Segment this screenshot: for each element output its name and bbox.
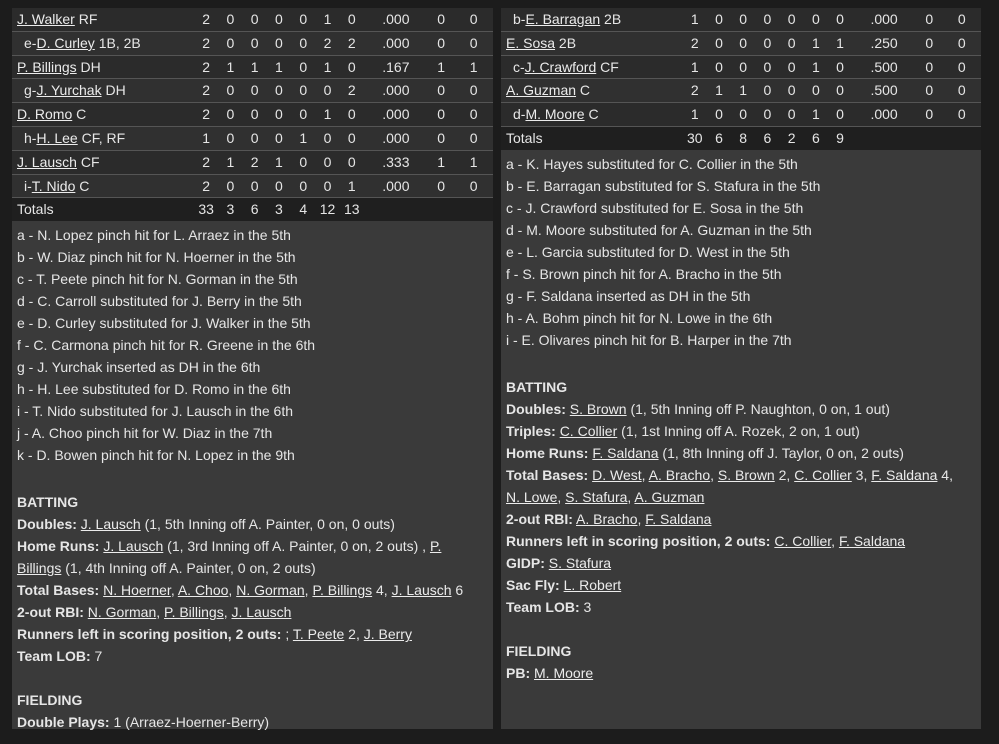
stat-cell: 0 [428,8,454,31]
two-out-rbi-line: 2-out RBI: A. Bracho, F. Saldana [506,510,712,527]
stat-cell: 0 [454,174,493,198]
stat-cell: 0 [315,126,339,150]
stat-cell: 0 [731,55,755,79]
player-row [12,126,493,150]
batting-section [501,376,981,684]
stat-cell: 0 [731,103,755,127]
player-link[interactable]: Billings [17,560,62,577]
home-team-panel [501,8,981,729]
player-row [501,55,981,79]
batting-box-table [501,8,981,150]
sub-prefix: c- [513,58,525,75]
stat-cell: 0 [942,31,981,55]
stat-cell: 0 [291,31,315,55]
doubles-line: Doubles: S. Brown (1, 5th Inning off P. Naughton, 0 on, 1 out) [506,400,890,417]
stat-cell: 0 [828,55,852,79]
note-line: b - E. Barragan substituted for S. Stafura in the 5th [506,177,821,194]
player-row [501,8,981,31]
stat-cell: 6 [707,126,731,149]
stat-cell: .000 [852,8,916,31]
player-row [501,31,981,55]
stat-cell: .333 [364,150,428,174]
stat-cell: 13 [340,198,364,221]
stat-cell: 0 [218,126,242,150]
player-cell [12,103,194,127]
gidp-line: GIDP: S. Stafura [506,554,612,571]
position: CF [76,153,100,170]
player-link[interactable]: S. Brown [569,400,627,417]
player-cell [12,150,194,174]
player-cell [12,31,194,55]
doubles-line: Doubles: J. Lausch (1, 5th Inning off A. Painter, 0 on, 0 outs) [17,516,395,533]
player-link[interactable]: P. Billings [312,582,373,599]
player-link[interactable]: N. Gorman [236,582,305,599]
risp-line: Runners left in scoring position, 2 outs: ; T. Peete 2, J. Berry [17,626,412,643]
stat-cell: 0 [780,31,804,55]
player-link[interactable]: S. Stafura [565,488,628,505]
stat-cell: 0 [828,103,852,127]
fielding-header: FIELDING [506,642,572,659]
stat-cell: 1 [340,174,364,198]
position: C [576,82,591,99]
sub-prefix: b- [513,11,526,27]
stat-cell: 0 [707,31,731,55]
home-runs-line: Home Runs: J. Lausch (1, 3rd Inning off A. Painter, 0 on, 2 outs) , P. [17,538,442,555]
stat-cell: 2 [194,8,218,31]
stat-cell: 1 [683,8,707,31]
stat-cell: .000 [364,126,428,150]
stat-cell: 0 [804,8,828,31]
stat-cell: 1 [194,126,218,150]
stat-cell: 1 [428,55,454,79]
position: C [75,177,90,194]
stat-cell: 2 [194,103,218,127]
stat-cell: 0 [942,79,981,103]
stat-cell: 2 [315,31,339,55]
stat-cell: 0 [731,8,755,31]
note-line: h - H. Lee substituted for D. Romo in the 6th [17,381,291,398]
stat-cell: .500 [852,79,916,103]
player-link[interactable]: P. Billings [164,604,224,621]
stat-cell: 0 [755,79,779,103]
stat-cell [852,126,916,149]
stat-cell: 0 [828,79,852,103]
stat-cell: 0 [454,126,493,150]
player-link[interactable]: A. Guzman [506,82,577,99]
stat-cell: .000 [364,31,428,55]
stat-cell: 33 [194,198,218,221]
player-link[interactable]: L. Robert [563,576,622,593]
stat-cell: 0 [267,8,291,31]
player-link[interactable]: D. Curley [36,34,95,51]
stat-cell: 0 [780,8,804,31]
player-link[interactable]: E. Barragan [525,11,601,27]
stat-cell: 1 [315,103,339,127]
note-line: d - C. Carroll substituted for J. Berry in the 5th [17,293,302,310]
stat-cell: 2 [780,126,804,149]
stat-cell: .000 [364,174,428,198]
stat-cell: 0 [916,31,942,55]
stat-cell: 6 [755,126,779,149]
player-row [12,174,493,198]
player-link[interactable]: P. Billings [17,58,77,75]
stat-cell: 2 [194,174,218,198]
note-line: i - E. Olivares pinch hit for B. Harper in the 7th [506,331,792,348]
stat-cell: 2 [243,150,267,174]
position: 1B, 2B [94,34,141,51]
batting-header: BATTING [506,378,568,395]
stat-cell [916,126,942,149]
stat-cell: 6 [804,126,828,149]
position: DH [76,58,101,75]
player-link[interactable]: J. Berry [363,626,412,643]
player-link[interactable]: J. Lausch [80,516,141,533]
total-bases-line-cont: N. Lowe, S. Stafura, A. Guzman [506,488,705,505]
player-link[interactable]: P. [429,538,442,555]
sac-fly-line: Sac Fly: L. Robert [506,576,622,593]
stat-cell: 2 [194,55,218,79]
note-line: f - C. Carmona pinch hit for R. Greene in the 6th [17,337,316,354]
player-link[interactable]: A. Bracho [576,510,638,527]
stat-cell: .000 [364,103,428,127]
player-link[interactable]: S. Stafura [548,554,612,571]
stat-cell: 0 [291,55,315,79]
sub-prefix: h- [24,129,37,146]
player-link[interactable]: N. Hoerner [103,582,171,599]
sub-prefix: g- [24,82,37,99]
stat-cell: 30 [683,126,707,149]
total-bases-line: Total Bases: N. Hoerner, A. Choo, N. Gorman, P. Billings 4, J. Lausch 6 [17,582,464,599]
stat-cell: 0 [218,79,242,103]
note-line: k - D. Bowen pinch hit for N. Lopez in the 9th [17,447,295,464]
note-line: h - A. Bohm pinch hit for N. Lowe in the 6th [506,309,773,326]
player-row [501,79,981,103]
stat-cell: 1 [731,79,755,103]
substitution-notes [12,221,493,469]
note-line: a - K. Hayes substituted for C. Collier in the 5th [506,155,798,172]
player-link[interactable]: D. West [592,466,642,483]
player-link[interactable]: E. Sosa [506,34,556,51]
stat-cell: 0 [780,55,804,79]
stat-cell: 2 [340,31,364,55]
player-link[interactable]: J. Yurchak [36,82,102,99]
stat-cell: 0 [291,8,315,31]
player-link[interactable]: H. Lee [36,129,78,146]
away-team-panel [12,8,493,729]
player-cell [501,31,683,55]
stat-cell: 0 [267,126,291,150]
team-lob-line: Team LOB: 3 [506,598,592,615]
stat-cell: 0 [315,150,339,174]
player-link[interactable]: N. Gorman [87,604,157,621]
stat-cell: 0 [707,55,731,79]
note-line: j - A. Choo pinch hit for W. Diaz in the 7th [17,425,273,442]
stat-cell: 1 [315,8,339,31]
stat-cell: 1 [267,150,291,174]
stat-cell: 0 [804,79,828,103]
stat-cell: 0 [267,31,291,55]
sub-prefix: e- [24,34,37,51]
stat-cell: .500 [852,55,916,79]
player-link[interactable]: A. Guzman [634,488,705,505]
stat-cell: 0 [218,8,242,31]
stat-cell: 0 [828,8,852,31]
total-bases-line: Total Bases: D. West, A. Bracho, S. Brown 2, C. Collier 3, F. Saldana 4, [506,466,953,483]
note-line: i - T. Nido substituted for J. Lausch in the 6th [17,403,294,420]
stat-cell: 1 [267,55,291,79]
note-line: e - D. Curley substituted for J. Walker in the 5th [17,315,311,332]
stat-cell: 1 [683,55,707,79]
stat-cell: 0 [755,103,779,127]
stat-cell: 0 [291,150,315,174]
note-line: a - N. Lopez pinch hit for L. Arraez in the 5th [17,227,291,244]
player-link[interactable]: J. Crawford [524,58,597,75]
stat-cell: 0 [243,126,267,150]
stat-cell: 0 [315,174,339,198]
stat-cell: 0 [428,79,454,103]
substitution-notes [501,150,981,354]
position: CF [596,58,619,75]
stat-cell: 2 [194,79,218,103]
stat-cell: 0 [243,8,267,31]
stat-cell: 0 [340,55,364,79]
stat-cell: 0 [218,103,242,127]
player-cell [501,55,683,79]
totals-row [12,198,493,221]
stat-cell: 0 [755,55,779,79]
sub-prefix: d- [513,106,526,123]
stat-cell: 1 [804,103,828,127]
stat-cell: 0 [755,31,779,55]
player-link[interactable]: S. Brown [717,466,775,483]
stat-cell: 0 [291,79,315,103]
position: CF, RF [77,129,126,146]
stat-cell: 0 [707,103,731,127]
stat-cell: 9 [828,126,852,149]
stat-cell: 0 [243,79,267,103]
player-link[interactable]: T. Nido [31,177,76,194]
stat-cell: 0 [243,174,267,198]
stat-cell: 0 [243,31,267,55]
stat-cell: .000 [364,79,428,103]
stat-cell [454,198,493,221]
position: RF [74,11,98,27]
stat-cell: 1 [683,103,707,127]
stat-cell: 0 [428,126,454,150]
stat-cell: 1 [707,79,731,103]
stat-cell: 1 [804,31,828,55]
stat-cell: 0 [428,103,454,127]
triples-line: Triples: C. Collier (1, 1st Inning off A. Rozek, 2 on, 1 out) [506,422,860,439]
stat-cell: 0 [340,150,364,174]
stat-cell: 2 [683,79,707,103]
note-line: c - J. Crawford substituted for E. Sosa in the 5th [506,199,804,216]
position: C [72,106,87,123]
player-cell [12,8,194,31]
player-cell [501,79,683,103]
totals-label: Totals [501,126,683,149]
totals-row [501,126,981,149]
stat-cell: 0 [916,79,942,103]
stat-cell: .250 [852,31,916,55]
player-row [12,150,493,174]
player-link[interactable]: C. Collier [794,466,852,483]
note-line: b - W. Diaz pinch hit for N. Hoerner in the 5th [17,249,296,266]
player-link[interactable]: C. Collier [774,532,832,549]
position: C [584,106,599,123]
stat-cell: 0 [218,174,242,198]
stat-cell: 3 [267,198,291,221]
player-link[interactable]: N. Lowe [506,488,558,505]
batting-box-table [12,8,493,221]
stat-cell: 0 [267,79,291,103]
stat-cell: 0 [454,8,493,31]
stat-cell: 1 [454,55,493,79]
stat-cell: 0 [942,8,981,31]
stat-cell: 0 [755,8,779,31]
stat-cell: .167 [364,55,428,79]
stat-cell: 2 [194,31,218,55]
player-link[interactable]: D. Romo [17,106,73,123]
player-link[interactable]: F. Saldana [838,532,906,549]
stat-cell [364,198,428,221]
player-cell [12,174,194,198]
player-link[interactable]: F. Saldana [871,466,938,483]
stat-cell: 1 [428,150,454,174]
note-line: c - T. Peete pinch hit for N. Gorman in the 5th [17,271,298,288]
player-link[interactable]: J. Lausch [17,153,77,170]
player-link[interactable]: M. Moore [525,106,585,123]
stat-cell: 2 [194,150,218,174]
stat-cell: 0 [267,174,291,198]
player-cell [501,103,683,127]
player-link[interactable]: A. Bracho [648,466,711,483]
fielding-header: FIELDING [17,692,83,709]
stat-cell: 1 [454,150,493,174]
position: 2B [555,34,577,51]
batting-section [12,491,493,733]
stat-cell: 0 [916,103,942,127]
totals-label: Totals [12,198,194,221]
stat-cell: 0 [731,31,755,55]
home-runs-line-cont: Billings (1, 4th Inning off A. Painter, 0 on, 2 outs) [17,560,316,577]
player-link[interactable]: F. Saldana [592,444,659,461]
stat-cell [428,198,454,221]
stat-cell: 0 [243,103,267,127]
stat-cell: 1 [804,55,828,79]
stat-cell: 1 [315,55,339,79]
player-row [12,103,493,127]
stat-cell: 12 [315,198,339,221]
sub-prefix: i- [24,177,32,194]
stat-cell: 0 [340,126,364,150]
stat-cell: 0 [916,55,942,79]
stat-cell: 0 [291,103,315,127]
stat-cell: 1 [291,126,315,150]
stat-cell: 0 [942,55,981,79]
stat-cell: 0 [707,8,731,31]
stat-cell: 0 [428,174,454,198]
note-line: g - F. Saldana inserted as DH in the 5th [506,287,751,304]
note-line: d - M. Moore substituted for A. Guzman in the 5th [506,221,812,238]
player-link[interactable]: F. Saldana [645,510,712,527]
note-line: f - S. Brown pinch hit for A. Bracho in the 5th [506,265,782,282]
stat-cell: .000 [852,103,916,127]
stat-cell: 0 [315,79,339,103]
stat-cell: 0 [454,79,493,103]
stat-cell: 4 [291,198,315,221]
stat-cell: 3 [218,198,242,221]
player-cell [12,79,194,103]
stat-cell: 0 [454,103,493,127]
stat-cell: 1 [828,31,852,55]
position: 2B [600,11,622,27]
note-line: g - J. Yurchak inserted as DH in the 6th [17,359,261,376]
stat-cell [942,126,981,149]
stat-cell: 2 [683,31,707,55]
player-link[interactable]: C. Collier [559,422,618,439]
stat-cell: 0 [454,31,493,55]
player-link[interactable]: J. Lausch [231,604,292,621]
double-plays-line: Double Plays: 1 (Arraez-Hoerner-Berry) [17,714,270,731]
stat-cell: 0 [291,174,315,198]
stat-cell: 0 [267,103,291,127]
stat-cell: 2 [340,79,364,103]
team-lob-line: Team LOB: 7 [17,648,103,665]
player-row [501,103,981,127]
player-link[interactable]: T. Peete [292,626,345,643]
stat-cell: 0 [428,31,454,55]
player-link[interactable]: J. Lausch [391,582,452,599]
player-link[interactable]: J. Lausch [103,538,164,555]
risp-line: Runners left in scoring position, 2 outs: C. Collier, F. Saldana [506,532,906,549]
stat-cell: .000 [364,8,428,31]
stat-cell: 0 [340,8,364,31]
player-row [12,79,493,103]
stat-cell: 0 [942,103,981,127]
player-link[interactable]: J. Walker [17,11,75,27]
stat-cell: 6 [243,198,267,221]
stat-cell: 1 [218,55,242,79]
stat-cell: 0 [780,79,804,103]
stat-cell: 1 [243,55,267,79]
player-row [12,8,493,31]
stat-cell: 1 [218,150,242,174]
passed-balls-line: PB: M. Moore [506,664,594,681]
stat-cell: 8 [731,126,755,149]
stat-cell: 0 [218,31,242,55]
home-runs-line: Home Runs: F. Saldana (1, 8th Inning off J. Taylor, 0 on, 2 outs) [506,444,904,461]
stat-cell: 0 [916,8,942,31]
position: DH [101,82,126,99]
batting-header: BATTING [17,494,79,511]
player-row [12,55,493,79]
stat-cell: 0 [780,103,804,127]
player-link[interactable]: A. Choo [177,582,229,599]
player-cell [501,8,683,31]
note-line: e - L. Garcia substituted for D. West in the 5th [506,243,790,260]
player-cell [12,55,194,79]
player-link[interactable]: M. Moore [534,664,594,681]
two-out-rbi-line: 2-out RBI: N. Gorman, P. Billings, J. Lausch [17,604,292,621]
stat-cell: 0 [340,103,364,127]
player-cell [12,126,194,150]
player-row [12,31,493,55]
